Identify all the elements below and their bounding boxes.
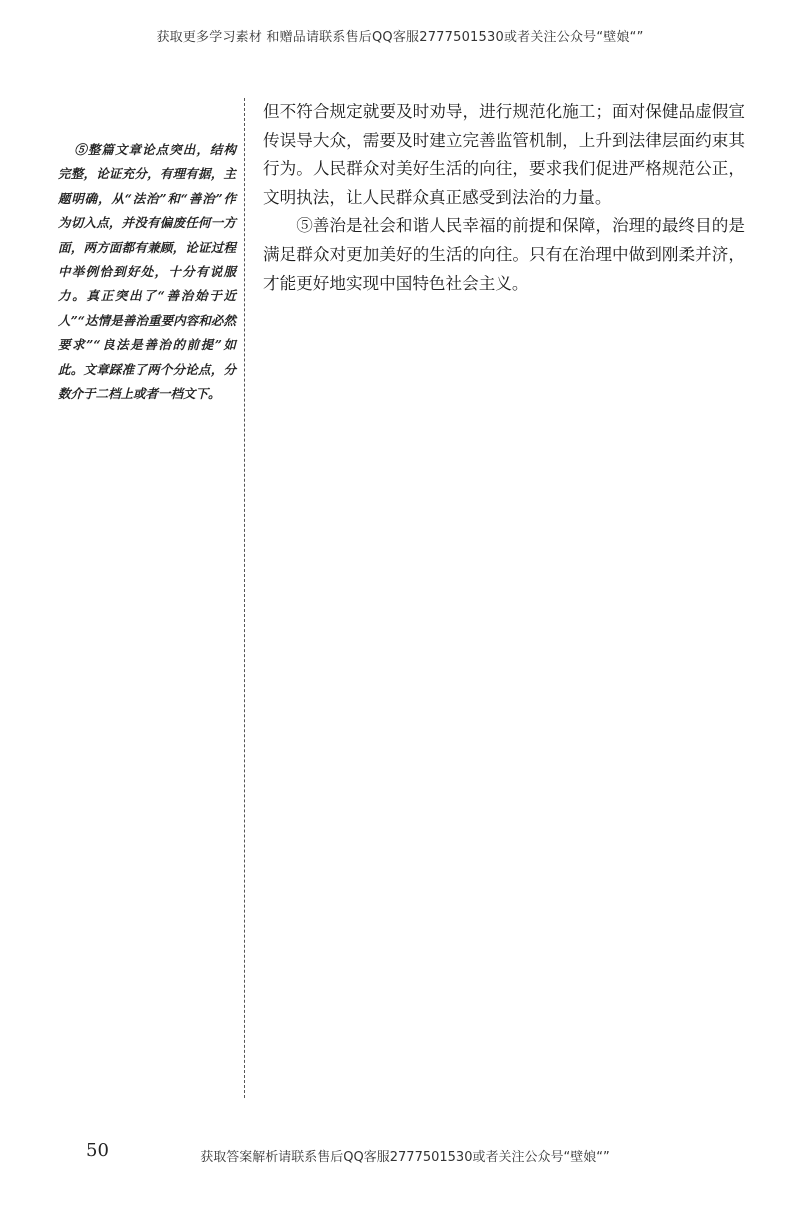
essay-paragraph-1: 但不符合规定就要及时劝导，进行规范化施工；面对保健品虚假宣传误导大众，需要及时建立完善监管机制，上升到法律层面约束其行为。人民群众对美好生活的向往，要求我们促进严格规范公正，文明执法，让人民群众真正感受到法治的力量。 (263, 102, 745, 207)
essay-body (263, 98, 745, 298)
footer-promo-text: 获取答案解析请联系售后QQ客服2777501530或者关注公众号“壁娘“” (200, 1150, 610, 1165)
margin-comment (58, 138, 236, 406)
page-number: 50 (86, 1140, 109, 1161)
column-divider (244, 98, 245, 1098)
essay-paragraph-2: ⑤善治是社会和谐人民幸福的前提和保障，治理的最终目的是满足群众对更加美好的生活的向往。只有在治理中做到刚柔并济，才能更好地实现中国特色社会主义。 (263, 216, 745, 293)
margin-comment-text: ⑤整篇文章论点突出，结构完整，论证充分，有理有据，主题明确，从“法治”和“善治”作为切入点，并没有偏废任何一方面，两方面都有兼顾，论证过程中举例恰到好处，十分有说服力。真正突出了“善治始于近人”“达情是善治重要内容和必然要求”“良法是善治的前提”如此。文章踩准了两个分论点，分数介于二档上或者一档文下。 (58, 142, 236, 402)
header-promo-text: 获取更多学习素材 和赠品请联系售后QQ客服2777501530或者关注公众号“壁娘“” (156, 30, 644, 45)
